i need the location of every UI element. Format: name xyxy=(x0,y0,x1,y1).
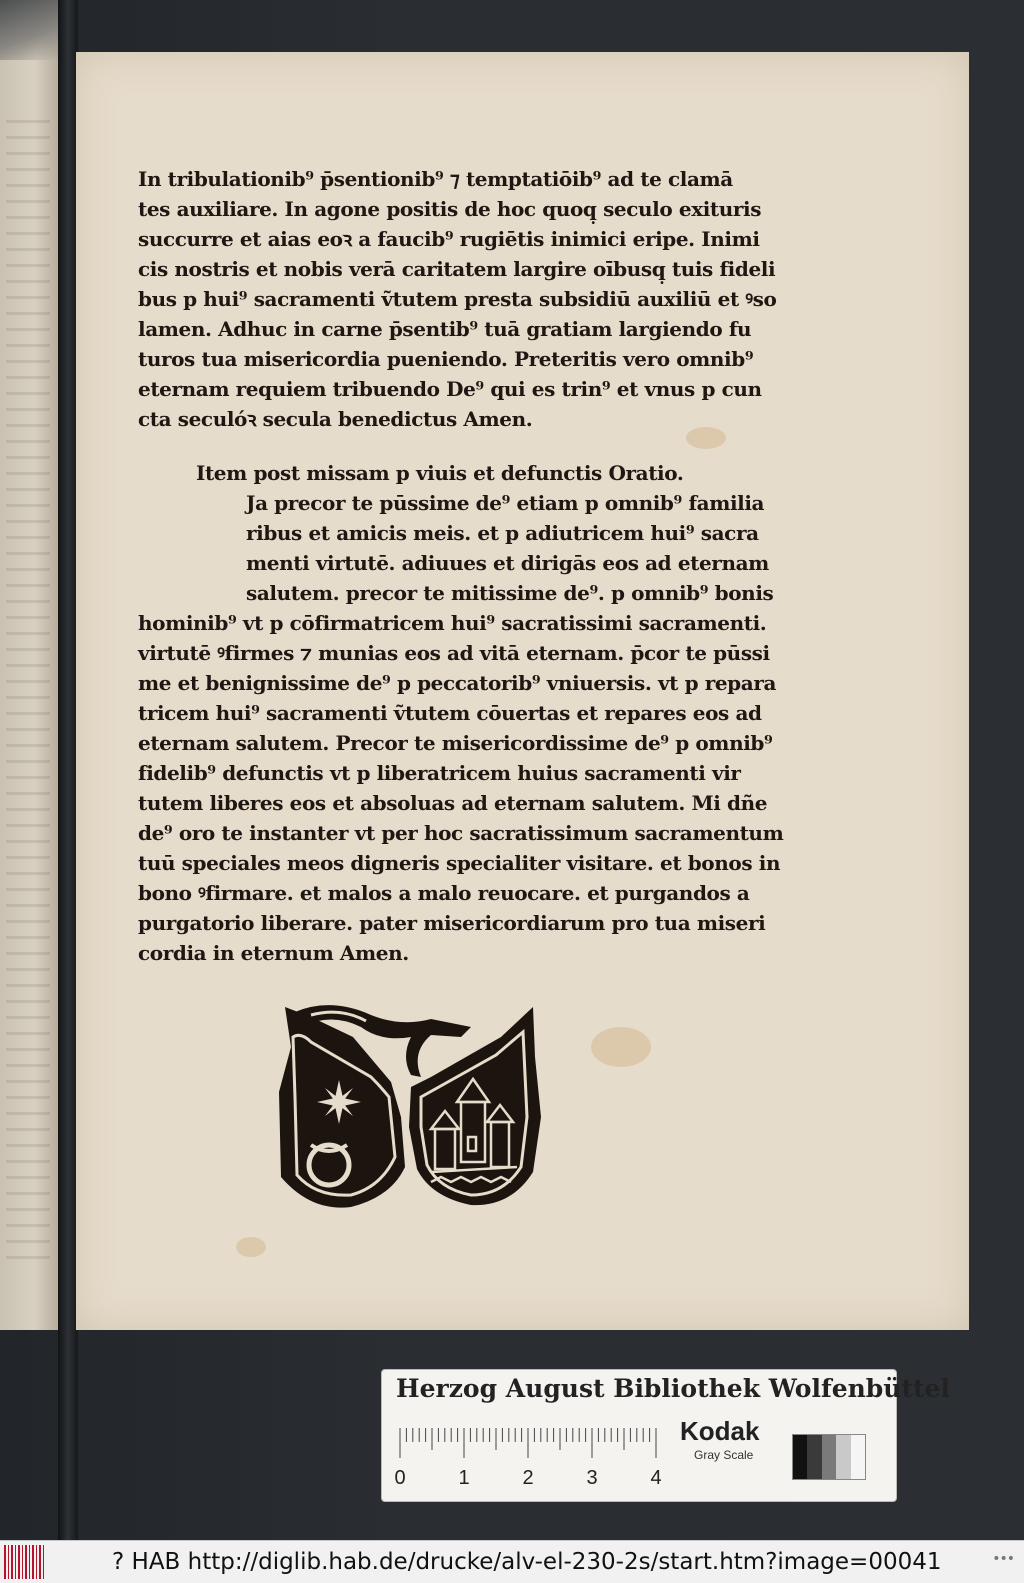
text-line: eternam salutem. Precor te misericordissime de⁹ p omnib⁹ xyxy=(138,731,773,755)
ruler-number: 0 xyxy=(394,1467,406,1489)
gray-patch xyxy=(851,1435,865,1479)
paragraph-1 xyxy=(138,164,798,434)
gray-patch xyxy=(836,1435,850,1479)
text-line: me et benignissime de⁹ p peccatorib⁹ vniuersis. vt p repara xyxy=(138,671,777,695)
gray-patch xyxy=(793,1435,807,1479)
coat-of-arms-shields xyxy=(279,1005,541,1207)
text-line: succurre et aias eoꝛ a faucib⁹ rugiētis inimici eripe. Inimi xyxy=(138,227,760,251)
paragraph-2 xyxy=(138,608,798,968)
paper-stain xyxy=(591,1027,651,1067)
text-block xyxy=(138,164,798,968)
text-line: bono ꝰfirmare. et malos a malo reuocare. et purgandos a xyxy=(138,881,750,905)
paper-stain xyxy=(236,1237,266,1257)
ruler-ticks xyxy=(400,1428,656,1458)
barcode-icon[interactable] xyxy=(4,1545,46,1579)
text-line: tutem liberes eos et absoluas ad eternam salutem. Mi dñe xyxy=(138,791,768,815)
text-line: tes auxiliare. In agone positis de hoc quoq̣ seculo exituris xyxy=(138,197,762,221)
document-page xyxy=(76,52,969,1330)
text-line: ribus et amicis meis. et p adiutricem hui⁹ sacra xyxy=(246,521,759,545)
text-line: eternam requiem tribuendo De⁹ qui es trin⁹ et vnus p cun xyxy=(138,377,762,401)
previous-page-edge xyxy=(0,0,58,1330)
ruler-number: 3 xyxy=(586,1467,598,1489)
text-line: menti virtutē. adiuues et dirigās eos ad eternam xyxy=(246,551,769,575)
text-line: In tribulationib⁹ p̄sentionib⁹ ⁊ temptatiōib⁹ ad te clamā xyxy=(138,167,733,191)
section-heading: Item post missam p viuis et defunctis Oratio. xyxy=(196,461,684,485)
kodak-brand-label: Kodak xyxy=(680,1416,760,1446)
more-icon[interactable]: ••• xyxy=(992,1551,1014,1567)
gray-patch xyxy=(807,1435,821,1479)
gray-patch xyxy=(822,1435,836,1479)
text-line: bus p hui⁹ sacramenti ṽtutem presta subsidiū auxiliū et ꝰso xyxy=(138,287,777,311)
gray-scale-label: Gray Scale xyxy=(694,1448,754,1462)
scale-ruler xyxy=(394,1426,662,1490)
book-spine xyxy=(58,0,78,1540)
text-line: cta seculóꝛ secula benedictus Amen. xyxy=(138,407,533,431)
paragraph-2-indented xyxy=(138,488,798,608)
ruler-number: 4 xyxy=(650,1467,662,1489)
printer-mark-woodcut xyxy=(271,997,571,1227)
text-line: purgatorio liberare. pater misericordiarum pro tua miseri xyxy=(138,911,766,935)
text-line: de⁹ oro te instanter vt per hoc sacratissimum sacramentum xyxy=(138,821,784,845)
text-line: cis nostris et nobis verā caritatem largire oībusq̣ tuis fideli xyxy=(138,257,776,281)
text-line: salutem. precor te mitissime de⁹. p omnib⁹ bonis xyxy=(246,581,774,605)
previous-page-text-lines xyxy=(6,120,50,1270)
ruler-number: 2 xyxy=(522,1467,534,1489)
library-name: Herzog August Bibliothek Wolfenbüttel xyxy=(396,1374,950,1403)
ruler-number: 1 xyxy=(458,1467,470,1489)
text-line: lamen. Adhuc in carne p̄sentib⁹ tuā gratiam largiendo fu xyxy=(138,317,752,341)
page-url-link[interactable]: ? HAB http://diglib.hab.de/drucke/alv-el-230-2s/start.htm?image=00041 xyxy=(112,1549,942,1575)
text-line: virtutē ꝰfirmes ⁊ munias eos ad vitā eternam. p̄cor te pūssi xyxy=(138,641,770,665)
text-line: Ja precor te pūssime de⁹ etiam p omnib⁹ familia xyxy=(246,491,765,515)
text-line: tricem hui⁹ sacramenti ṽtutem cōuertas et repares eos ad xyxy=(138,701,762,725)
gray-scale-patches xyxy=(792,1434,866,1480)
ruler-numbers xyxy=(394,1467,661,1489)
color-target-card xyxy=(382,1370,950,1501)
text-line: tuū speciales meos digneris specialiter visitare. et bonos in xyxy=(138,851,781,875)
text-line: hominib⁹ vt p cōfirmatricem hui⁹ sacratissimi sacramenti. xyxy=(138,611,767,635)
text-line: fidelib⁹ defunctis vt p liberatricem huius sacramenti vir xyxy=(138,761,741,785)
text-line: turos tua misericordia pueniendo. Preteritis vero omnib⁹ xyxy=(138,347,754,371)
status-bar xyxy=(0,1540,1024,1583)
text-line: cordia in eternum Amen. xyxy=(138,941,409,965)
